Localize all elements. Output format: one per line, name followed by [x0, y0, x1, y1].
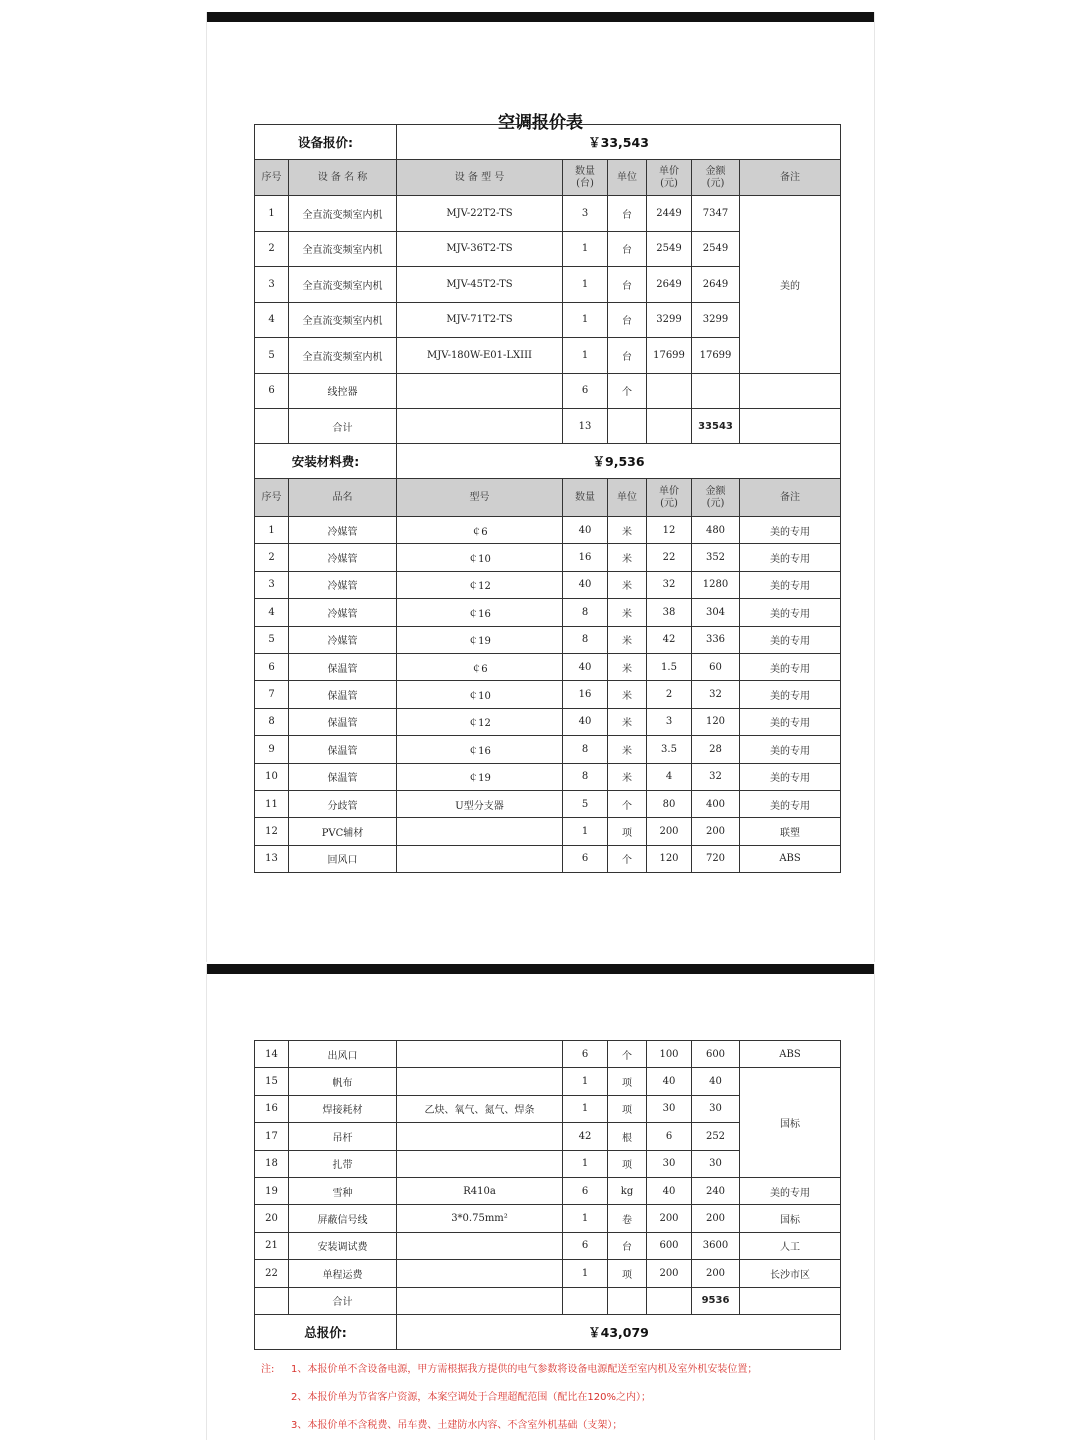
table-cell: 17	[255, 1123, 289, 1150]
table-cell: 冷媒管	[289, 626, 397, 653]
table-cell: 美的专用	[740, 653, 841, 680]
table-cell: R410a	[397, 1177, 563, 1204]
material-row	[255, 1177, 841, 1204]
grand-total-row	[255, 1314, 841, 1349]
table-cell: 9	[255, 736, 289, 763]
table-cell: ABS	[740, 845, 841, 872]
table-cell: 个	[608, 373, 647, 409]
table-cell: 19	[255, 1177, 289, 1204]
material-row	[255, 1205, 841, 1232]
table-cell: ￠6	[397, 653, 563, 680]
table-cell: 冷媒管	[289, 599, 397, 626]
table-cell	[397, 373, 563, 409]
table-cell: 保温管	[289, 708, 397, 735]
table-cell	[397, 818, 563, 845]
table-cell: 4	[255, 599, 289, 626]
table-cell: 8	[255, 708, 289, 735]
table-cell: 1	[563, 1095, 608, 1122]
material-row	[255, 763, 841, 790]
table-cell: 33543	[692, 409, 740, 444]
table-cell: 13	[255, 845, 289, 872]
table-cell: 合计	[289, 409, 397, 444]
table-cell-empty	[740, 409, 841, 444]
equipment-header-row	[255, 160, 841, 196]
table-cell: PVC辅材	[289, 818, 397, 845]
table-cell: ￠6	[397, 517, 563, 544]
equipment-label: 设备报价:	[255, 125, 397, 160]
table-cell	[397, 1260, 563, 1287]
table-cell: 9536	[692, 1287, 740, 1314]
table-cell: 1	[563, 267, 608, 303]
table-cell: 40	[563, 653, 608, 680]
table-cell: 2549	[692, 231, 740, 267]
table-cell: 10	[255, 763, 289, 790]
table-cell: 6	[255, 653, 289, 680]
table-cell: 美的专用	[740, 736, 841, 763]
table-cell: 11	[255, 790, 289, 817]
table-cell: 2	[647, 681, 692, 708]
table-cell: ￠19	[397, 763, 563, 790]
table-cell	[397, 1232, 563, 1259]
table-cell: 5	[255, 338, 289, 374]
table-cell: 4	[255, 302, 289, 338]
table-cell: 40	[563, 517, 608, 544]
table-cell: 米	[608, 653, 647, 680]
table-cell: 22	[255, 1260, 289, 1287]
table-cell: 美的专用	[740, 517, 841, 544]
table-cell: 4	[647, 763, 692, 790]
table-cell: 保温管	[289, 736, 397, 763]
table-cell: 3299	[647, 302, 692, 338]
material-row	[255, 790, 841, 817]
equipment-row	[255, 373, 841, 409]
table-cell: 米	[608, 599, 647, 626]
material-row	[255, 653, 841, 680]
column-header: 序号	[255, 479, 289, 517]
table-cell: ￠12	[397, 708, 563, 735]
table-cell: MJV-180W-E01-LXIII	[397, 338, 563, 374]
table-cell: 1	[563, 338, 608, 374]
table-cell: 台	[608, 338, 647, 374]
grand-total-value: ￥43,079	[397, 1314, 841, 1349]
table-cell	[397, 1150, 563, 1177]
table-cell: 台	[608, 1232, 647, 1259]
table-cell: 16	[563, 681, 608, 708]
table-cell: 7347	[692, 196, 740, 232]
table-cell: 1	[563, 818, 608, 845]
table-cell: 200	[647, 818, 692, 845]
table-cell: 项	[608, 818, 647, 845]
table-cell: 帆布	[289, 1068, 397, 1095]
table-cell: 1	[563, 1150, 608, 1177]
table-cell: 12	[647, 517, 692, 544]
table-cell: ￠12	[397, 571, 563, 598]
sheet-page-2	[206, 964, 875, 1440]
table-cell: 352	[692, 544, 740, 571]
table-cell: 8	[563, 626, 608, 653]
table-cell: 冷媒管	[289, 517, 397, 544]
table-cell: 200	[692, 1205, 740, 1232]
table-cell: 全直流变频室内机	[289, 231, 397, 267]
equipment-section-row	[255, 125, 841, 160]
table-cell: 保温管	[289, 653, 397, 680]
table-cell-empty	[255, 409, 289, 444]
table-cell: 合计	[289, 1287, 397, 1314]
table-cell: 米	[608, 763, 647, 790]
table-cell-empty	[740, 373, 841, 409]
table-cell: 3.5	[647, 736, 692, 763]
table-cell: 16	[563, 544, 608, 571]
table-cell: ￠16	[397, 599, 563, 626]
table-cell: 2	[255, 231, 289, 267]
table-cell: 40	[692, 1068, 740, 1095]
table-cell: 80	[647, 790, 692, 817]
table-cell: 项	[608, 1068, 647, 1095]
table-cell: 3299	[692, 302, 740, 338]
table-cell: 米	[608, 517, 647, 544]
table-cell: 30	[692, 1150, 740, 1177]
table-cell-empty	[397, 409, 563, 444]
column-header: 数量	[563, 479, 608, 517]
table-cell: 单程运费	[289, 1260, 397, 1287]
table-cell: 3	[563, 196, 608, 232]
material-row	[255, 845, 841, 872]
quote-table-page-2	[254, 1040, 841, 1350]
table-cell-empty	[563, 1287, 608, 1314]
table-cell: 出风口	[289, 1041, 397, 1068]
table-cell: 17699	[692, 338, 740, 374]
table-cell: 252	[692, 1123, 740, 1150]
table-cell: 国标	[740, 1205, 841, 1232]
table-cell: MJV-36T2-TS	[397, 231, 563, 267]
table-cell: 保温管	[289, 681, 397, 708]
material-row	[255, 571, 841, 598]
table-cell: 3600	[692, 1232, 740, 1259]
column-header: 备注	[740, 160, 841, 196]
table-cell: 全直流变频室内机	[289, 267, 397, 303]
table-cell: 项	[608, 1095, 647, 1122]
table-cell: 40	[563, 708, 608, 735]
column-header: 设 备 名 称	[289, 160, 397, 196]
table-cell: 336	[692, 626, 740, 653]
table-cell: 8	[563, 763, 608, 790]
material-row	[255, 1232, 841, 1259]
table-cell: 200	[647, 1205, 692, 1232]
table-cell: 回风口	[289, 845, 397, 872]
table-cell: 长沙市区	[740, 1260, 841, 1287]
equipment-total: ￥33,543	[397, 125, 841, 160]
table-cell: 屏蔽信号线	[289, 1205, 397, 1232]
table-cell-empty	[608, 409, 647, 444]
table-cell	[692, 373, 740, 409]
sheet-separator-bar	[207, 964, 874, 974]
table-cell: 38	[647, 599, 692, 626]
table-cell: MJV-22T2-TS	[397, 196, 563, 232]
page-title: 空调报价表	[498, 113, 583, 133]
table-cell: 1	[563, 231, 608, 267]
table-cell: 240	[692, 1177, 740, 1204]
table-cell: 个	[608, 845, 647, 872]
merged-note: 国标	[740, 1068, 841, 1178]
table-cell: 6	[563, 1177, 608, 1204]
table-cell: 3*0.75mm²	[397, 1205, 563, 1232]
table-cell: 6	[563, 845, 608, 872]
table-cell: ￠10	[397, 544, 563, 571]
table-cell: 线控器	[289, 373, 397, 409]
table-cell: 扎带	[289, 1150, 397, 1177]
material-row	[255, 736, 841, 763]
table-cell: 18	[255, 1150, 289, 1177]
table-cell: 3	[255, 267, 289, 303]
table-cell: 美的专用	[740, 544, 841, 571]
table-cell: 米	[608, 736, 647, 763]
table-cell: 2649	[647, 267, 692, 303]
material-row	[255, 818, 841, 845]
table-cell: 全直流变频室内机	[289, 302, 397, 338]
table-cell: 联塑	[740, 818, 841, 845]
table-cell: 米	[608, 544, 647, 571]
material-row	[255, 1068, 841, 1095]
table-cell	[397, 1123, 563, 1150]
table-cell: 100	[647, 1041, 692, 1068]
table-cell: 60	[692, 653, 740, 680]
table-cell: 200	[692, 818, 740, 845]
table-cell: 120	[692, 708, 740, 735]
table-cell: 6	[647, 1123, 692, 1150]
table-cell: 16	[255, 1095, 289, 1122]
table-cell: 13	[563, 409, 608, 444]
table-cell: 30	[647, 1095, 692, 1122]
column-header: 型号	[397, 479, 563, 517]
table-cell: 1280	[692, 571, 740, 598]
table-cell: 400	[692, 790, 740, 817]
table-cell-empty	[740, 1287, 841, 1314]
table-cell: 40	[563, 571, 608, 598]
table-cell: 美的专用	[740, 626, 841, 653]
table-cell: 720	[692, 845, 740, 872]
table-cell: 台	[608, 196, 647, 232]
note-line-3: 3、本报价单不含税费、吊车费、土建防水内容、不含室外机基础（支架）；	[291, 1420, 623, 1431]
table-cell: 1	[563, 1260, 608, 1287]
table-cell: 5	[255, 626, 289, 653]
table-cell: 480	[692, 517, 740, 544]
table-cell: 1	[563, 1205, 608, 1232]
sheet-separator-bar	[207, 12, 874, 22]
table-cell: 冷媒管	[289, 544, 397, 571]
table-cell: ￠10	[397, 681, 563, 708]
table-cell: 吊杆	[289, 1123, 397, 1150]
table-cell: 3	[255, 571, 289, 598]
table-cell: 42	[647, 626, 692, 653]
table-cell: 分歧管	[289, 790, 397, 817]
table-cell: 20	[255, 1205, 289, 1232]
table-cell: 保温管	[289, 763, 397, 790]
table-cell: 32	[692, 763, 740, 790]
table-cell: 30	[692, 1095, 740, 1122]
table-cell: 人工	[740, 1232, 841, 1259]
table-cell: 14	[255, 1041, 289, 1068]
table-cell: 2449	[647, 196, 692, 232]
material-row	[255, 1260, 841, 1287]
table-cell: 21	[255, 1232, 289, 1259]
table-cell: 2	[255, 544, 289, 571]
table-cell: 30	[647, 1150, 692, 1177]
column-header: 单价 (元)	[647, 479, 692, 517]
column-header: 金额 (元)	[692, 479, 740, 517]
table-cell: 米	[608, 571, 647, 598]
materials-header-row	[255, 479, 841, 517]
table-cell: 1.5	[647, 653, 692, 680]
table-cell: 美的专用	[740, 681, 841, 708]
table-cell: 22	[647, 544, 692, 571]
table-cell	[397, 1041, 563, 1068]
table-cell	[397, 1068, 563, 1095]
column-header: 金额 (元)	[692, 160, 740, 196]
table-cell: 美的专用	[740, 1177, 841, 1204]
table-cell: 米	[608, 626, 647, 653]
materials-label: 安装材料费:	[255, 444, 397, 479]
table-cell: 2549	[647, 231, 692, 267]
table-cell: 台	[608, 302, 647, 338]
table-cell-empty	[647, 1287, 692, 1314]
table-cell: ￠16	[397, 736, 563, 763]
table-cell: 3	[647, 708, 692, 735]
equipment-sum-row	[255, 409, 841, 444]
table-cell: 40	[647, 1068, 692, 1095]
sheet-page-1	[206, 12, 875, 962]
column-header: 单位	[608, 479, 647, 517]
table-cell: 200	[647, 1260, 692, 1287]
table-cell	[647, 373, 692, 409]
table-cell: 全直流变频室内机	[289, 338, 397, 374]
table-cell: 15	[255, 1068, 289, 1095]
table-cell: 6	[563, 373, 608, 409]
note-line-2: 2、本报价单为节省客户资源，本案空调处于合理超配范围（配比在120%之内）；	[291, 1392, 651, 1403]
table-cell: 项	[608, 1260, 647, 1287]
table-cell: 1	[563, 302, 608, 338]
table-cell: 17699	[647, 338, 692, 374]
table-cell: 美的专用	[740, 763, 841, 790]
column-header: 单价 (元)	[647, 160, 692, 196]
table-cell: MJV-45T2-TS	[397, 267, 563, 303]
table-cell: 卷	[608, 1205, 647, 1232]
table-cell-empty	[647, 409, 692, 444]
table-cell: 7	[255, 681, 289, 708]
column-header: 序号	[255, 160, 289, 196]
table-cell: 8	[563, 736, 608, 763]
materials-section-row	[255, 444, 841, 479]
note-line-1: 1、本报价单不含设备电源，甲方需根据我方提供的电气参数将设备电源配送至室内机及室外机安装位置；	[291, 1364, 758, 1375]
table-cell: 304	[692, 599, 740, 626]
table-cell: 6	[563, 1041, 608, 1068]
table-cell: 8	[563, 599, 608, 626]
table-cell: 美的专用	[740, 571, 841, 598]
table-cell: 米	[608, 708, 647, 735]
notes-prefix: 注:	[261, 1364, 275, 1375]
table-cell: 美的专用	[740, 599, 841, 626]
table-cell: 28	[692, 736, 740, 763]
table-cell: 2649	[692, 267, 740, 303]
material-row	[255, 681, 841, 708]
table-cell: 6	[255, 373, 289, 409]
table-cell: 40	[647, 1177, 692, 1204]
grand-total-label: 总报价:	[255, 1314, 397, 1349]
table-cell: 1	[563, 1068, 608, 1095]
table-cell: U型分支器	[397, 790, 563, 817]
table-cell: 200	[692, 1260, 740, 1287]
table-cell: 600	[647, 1232, 692, 1259]
table-cell: 美的专用	[740, 790, 841, 817]
table-cell: 1	[255, 196, 289, 232]
table-cell: 120	[647, 845, 692, 872]
table-cell: 1	[255, 517, 289, 544]
table-cell: 乙炔、氧气、氮气、焊条	[397, 1095, 563, 1122]
table-cell-empty	[608, 1287, 647, 1314]
table-cell: 5	[563, 790, 608, 817]
table-cell: 项	[608, 1150, 647, 1177]
table-cell: 根	[608, 1123, 647, 1150]
brand-note: 美的	[740, 196, 841, 374]
table-cell: 雪种	[289, 1177, 397, 1204]
equipment-row	[255, 196, 841, 232]
material-row	[255, 1041, 841, 1068]
material-row	[255, 517, 841, 544]
quote-table-page-1	[254, 124, 841, 873]
table-cell: MJV-71T2-TS	[397, 302, 563, 338]
table-cell: ABS	[740, 1041, 841, 1068]
table-cell: 32	[647, 571, 692, 598]
column-header: 单位	[608, 160, 647, 196]
table-cell	[397, 845, 563, 872]
material-row	[255, 626, 841, 653]
table-cell: 全直流变频室内机	[289, 196, 397, 232]
column-header: 备注	[740, 479, 841, 517]
table-cell: 32	[692, 681, 740, 708]
table-cell-empty	[255, 1287, 289, 1314]
table-cell: ￠19	[397, 626, 563, 653]
materials-sum-row	[255, 1287, 841, 1314]
table-cell: kg	[608, 1177, 647, 1204]
table-cell: 冷媒管	[289, 571, 397, 598]
table-cell: 42	[563, 1123, 608, 1150]
material-row	[255, 544, 841, 571]
table-cell: 焊接耗材	[289, 1095, 397, 1122]
material-row	[255, 708, 841, 735]
material-row	[255, 599, 841, 626]
table-cell: 6	[563, 1232, 608, 1259]
table-cell: 个	[608, 1041, 647, 1068]
table-cell: 安装调试费	[289, 1232, 397, 1259]
table-cell-empty	[397, 1287, 563, 1314]
column-header: 设 备 型 号	[397, 160, 563, 196]
table-cell: 台	[608, 231, 647, 267]
column-header: 品名	[289, 479, 397, 517]
table-cell: 米	[608, 681, 647, 708]
column-header: 数量 (台)	[563, 160, 608, 196]
table-cell: 台	[608, 267, 647, 303]
table-cell: 美的专用	[740, 708, 841, 735]
table-cell: 600	[692, 1041, 740, 1068]
table-cell: 个	[608, 790, 647, 817]
materials-total: ￥9,536	[397, 444, 841, 479]
table-cell: 12	[255, 818, 289, 845]
